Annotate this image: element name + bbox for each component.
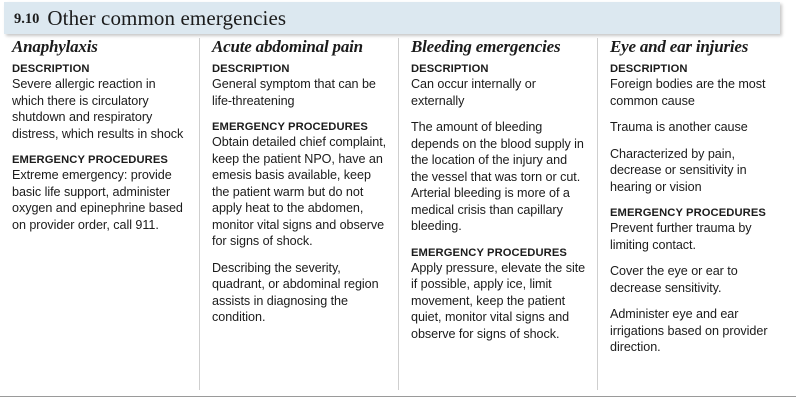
paragraph: Apply pressure, elevate the site if possible, apply ice, limit movement, keep the patient quiet, monitor vital signs and observe for signs of shock. (411, 260, 586, 341)
section-label-emergency-procedures: EMERGENCY PROCEDURES (411, 246, 567, 259)
section-header (4, 2, 780, 34)
column-acute-abdominal-pain (199, 38, 398, 390)
column-title: Acute abdominal pain (212, 37, 363, 56)
section-label-description: DESCRIPTION (610, 62, 688, 75)
column-eye-and-ear-injuries (597, 38, 796, 390)
section-label-description: DESCRIPTION (212, 62, 290, 75)
section-label-emergency-procedures: EMERGENCY PROCEDURES (12, 154, 168, 167)
bottom-divider (0, 396, 796, 397)
paragraph: Prevent further trauma by limiting contact. (610, 221, 752, 252)
column-title: Eye and ear injuries (610, 37, 749, 56)
section-label-emergency-procedures: EMERGENCY PROCEDURES (610, 207, 766, 220)
paragraph: Trauma is another cause (610, 120, 748, 135)
paragraph: Characterized by pain, decrease or sensitivity in hearing or vision (610, 146, 747, 194)
column-title: Bleeding emergencies (411, 37, 561, 56)
section-title: Other common emergencies (47, 5, 287, 30)
column-anaphylaxis (0, 38, 199, 390)
paragraph: Extreme emergency: provide basic life support, administer oxygen and epinephrine based on provider order, call 911. (12, 168, 183, 232)
paragraph: Can occur internally or externally (411, 77, 536, 108)
section-number: 9.10 (14, 10, 40, 27)
paragraph: The amount of bleeding depends on the blood supply in the location of the injury and the vessel that was torn or cut. Arterial bleeding is more of a medical crisis than capillary bleeding. (411, 120, 584, 234)
column-title: Anaphylaxis (12, 37, 98, 56)
section-label-description: DESCRIPTION (12, 62, 90, 75)
paragraph: Administer eye and ear irrigations based on provider direction. (610, 307, 768, 355)
paragraph: Severe allergic reaction in which there is circulatory shutdown and respiratory distress, which results in shock (12, 77, 184, 141)
paragraph: Obtain detailed chief complaint, keep the patient NPO, have an emesis basis available, keep the patient warm but do not apply heat to the abdomen, monitor vital signs and observe for signs of shock. (212, 135, 387, 249)
paragraph: Cover the eye or ear to decrease sensitivity. (610, 264, 738, 295)
section-label-emergency-procedures: EMERGENCY PROCEDURES (212, 121, 368, 134)
paragraph: Describing the severity, quadrant, or abdominal region assists in diagnosing the condition. (212, 260, 379, 325)
content-columns (0, 38, 796, 390)
paragraph: General symptom that can be life-threatening (212, 77, 376, 108)
paragraph: Foreign bodies are the most common cause (610, 77, 766, 108)
section-label-description: DESCRIPTION (411, 62, 489, 75)
column-bleeding-emergencies (398, 38, 597, 390)
